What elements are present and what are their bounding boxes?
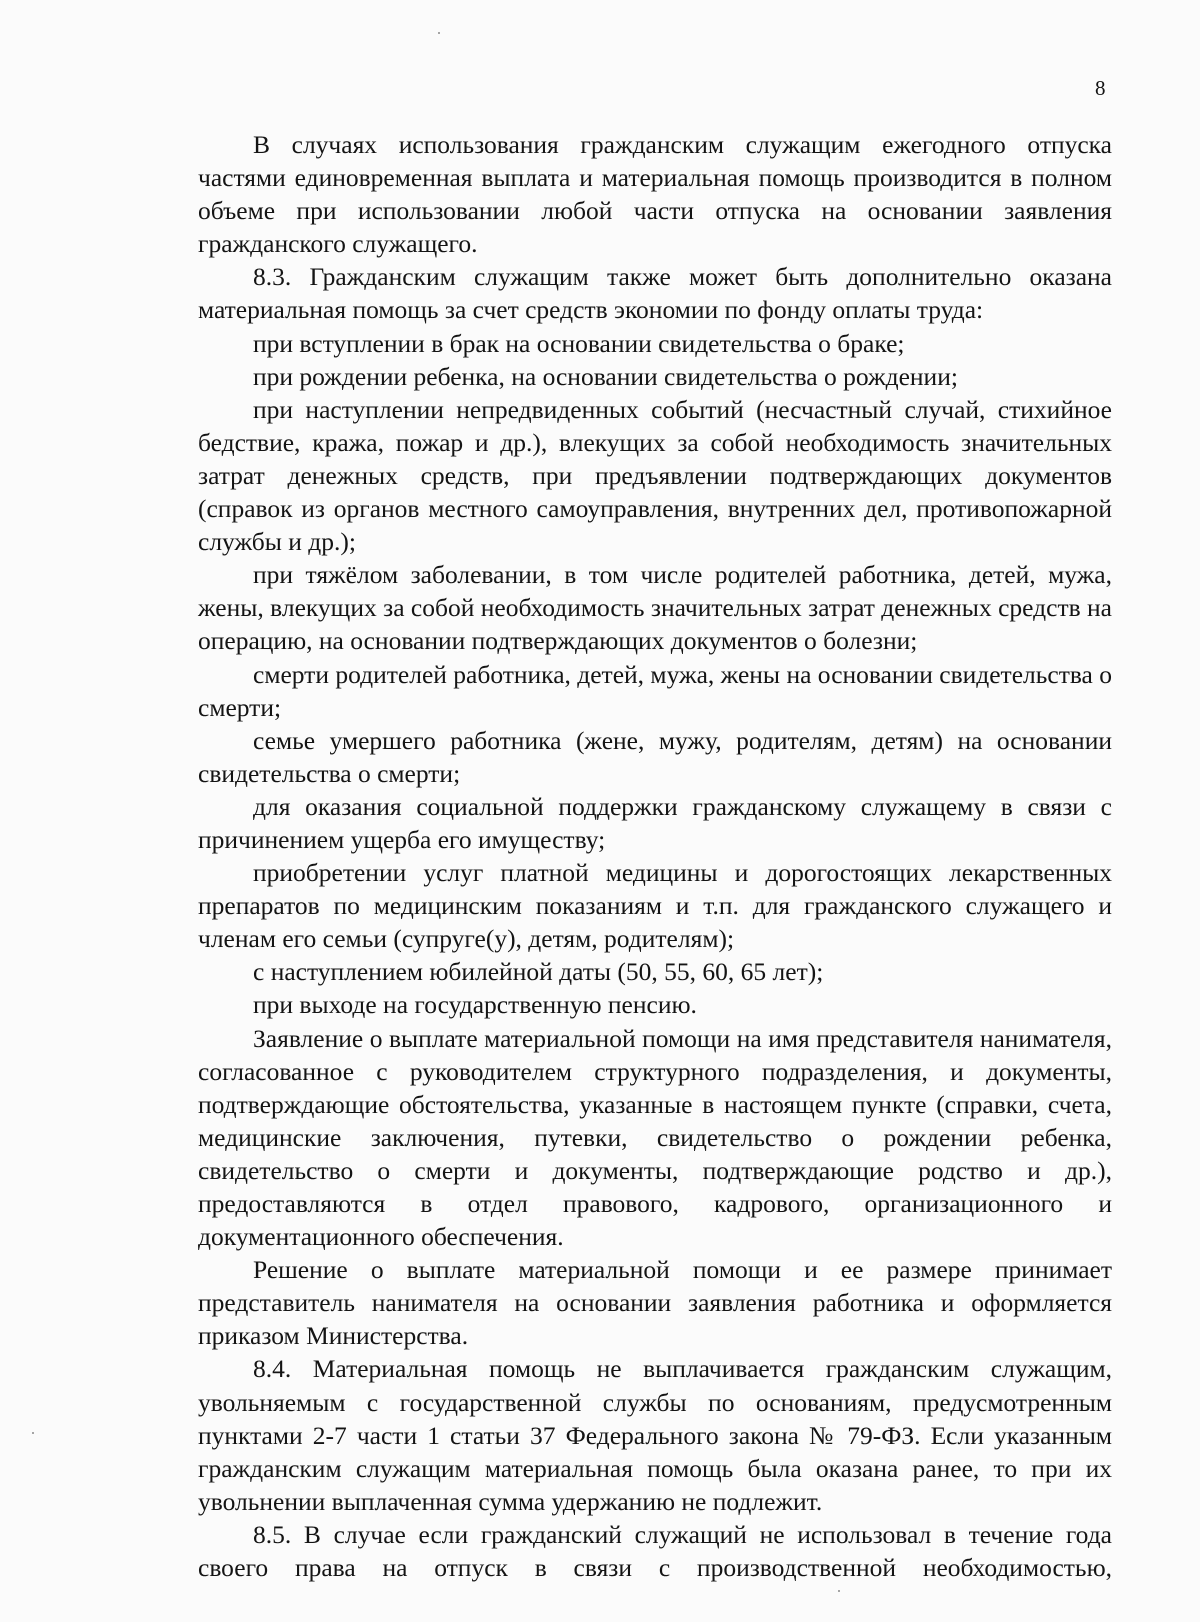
paragraph: при тяжёлом заболевании, в том числе родителей работника, детей, мужа, жены, влекущих за собой необходимость значительных затрат денежных средств на операцию, на основании подтверждающих документов о болезни; — [198, 560, 1112, 656]
paragraph: Решение о выплате материальной помощи и ее размере принимает представитель нанимателя на основании заявления работника и оформляется приказом Министерства. — [198, 1255, 1112, 1351]
paragraph: при наступлении непредвиденных событий (несчастный случай, стихийное бедствие, кража, пожар и др.), влекущих за собой необходимость значительных затрат денежных средств, при предъявлении подтверждающих документов (справок из органов местного самоуправления, внутренних дел, противопожарной службы и др.); — [198, 394, 1112, 557]
scan-speck — [32, 1432, 34, 1434]
paragraph: с наступлением юбилейной даты (50, 55, 60, 65 лет); — [253, 957, 824, 987]
paragraph: Заявление о выплате материальной помощи на имя представителя нанимателя, согласованное с руководителем структурного подразделения, и документы, подтверждающие обстоятельства, указанные в настоящем пункте (справки, счета, медицинские заключения, путевки, свидетельство о рождении ребенка, свидетельство о смерти и документы, подтверждающие родство и др.), предоставляются в отдел правового, кадрового, организационного и документационного обеспечения. — [198, 1023, 1112, 1252]
scan-speck — [838, 1590, 840, 1592]
paragraph: 8.4. Материальная помощь не выплачивается гражданским служащим, увольняемым с государственной службы по основаниям, предусмотренным пунктами 2-7 части 1 статьи 37 Федерального закона № 79-ФЗ. Если указанным гражданским служащим материальная помощь была оказана ранее, то при их увольнении выплаченная сумма удержанию не подлежит. — [198, 1354, 1112, 1516]
paragraph: 8.5. В случае если гражданский служащий не использовал в течение года своего права на отпуск в связи с производственной необходимостью, — [198, 1519, 1112, 1583]
scan-speck — [438, 32, 440, 34]
paragraph: при выходе на государственную пенсию. — [253, 990, 697, 1020]
paragraph: В случаях использования гражданским служащим ежегодного отпуска частями единовременная выплата и материальная помощь производится в полном объеме при использовании любой части отпуска на основании заявления гражданского служащего. — [198, 130, 1112, 259]
paragraph: при рождении ребенка, на основании свидетельства о рождении; — [253, 361, 958, 391]
paragraph: 8.3. Гражданским служащим также может быть дополнительно оказана материальная помощь за счет средств экономии по фонду оплаты труда: — [198, 262, 1112, 325]
paragraph: семье умершего работника (жене, мужу, родителям, детям) на основании свидетельства о смерти; — [198, 725, 1112, 788]
paragraph: для оказания социальной поддержки гражданскому служащему в связи с причинением ущерба его имуществу; — [198, 791, 1112, 854]
document-body — [198, 128, 1112, 1584]
paragraph: смерти родителей работника, детей, мужа, жены на основании свидетельства о смерти; — [198, 659, 1112, 722]
paragraph: приобретении услуг платной медицины и дорогостоящих лекарственных препаратов по медицинским показаниям и т.п. для гражданского служащего и членам его семьи (супруге(у), детям, родителям); — [198, 858, 1112, 954]
paragraph: при вступлении в брак на основании свидетельства о браке; — [253, 328, 905, 358]
page-number: 8 — [1095, 76, 1106, 100]
